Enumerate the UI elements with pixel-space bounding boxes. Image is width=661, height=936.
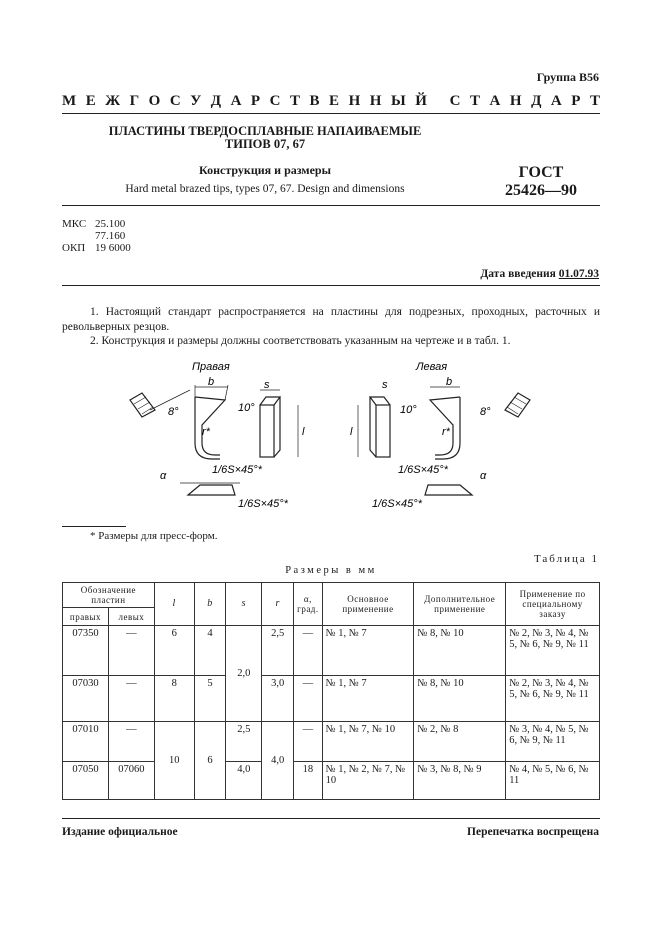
header-rule (62, 113, 600, 114)
cell-right: 07350 (63, 626, 109, 676)
interstate-standard-heading (62, 93, 600, 110)
cell-left: — (108, 676, 154, 722)
header-special-order: Применение по специальному заказу (506, 583, 600, 626)
okp-value: 19 6000 (95, 242, 131, 254)
heading-letter: Т (589, 93, 600, 109)
cell-left: — (108, 626, 154, 676)
heading-letter: Ы (390, 93, 406, 109)
dim-r-left: r* (442, 426, 450, 438)
heading-letter: Т (470, 93, 481, 109)
cell-right: 07050 (63, 762, 109, 800)
heading-letter: Т (289, 93, 300, 109)
cell-special: № 2, № 3, № 4, № 5, № 6, № 9, № 11 (506, 676, 600, 722)
cell-left: 07060 (108, 762, 154, 800)
document-title (90, 125, 440, 151)
dim-b-right: b (208, 376, 215, 388)
intro-date-label: Дата введения (480, 268, 556, 280)
dim-s-right: s (264, 379, 270, 391)
cell-special: № 2, № 3, № 4, № 5, № 6, № 9, № 11 (506, 626, 600, 676)
header-designation: Обозначение пластин (63, 583, 155, 608)
intro-date-value: 01.07.93 (558, 268, 599, 280)
cell-b: 6 (194, 722, 226, 800)
cell-right: 07030 (63, 676, 109, 722)
heading-letter: Н (509, 93, 522, 109)
dim-l-left: l (350, 426, 353, 438)
heading-letter: С (269, 93, 281, 109)
date-rule (62, 285, 600, 286)
angle-10-left: 10° (400, 404, 417, 416)
angle-8-right: 8° (168, 406, 179, 418)
dimensions-table (62, 582, 600, 800)
heading-letter: С (449, 93, 461, 109)
heading-letter: У (190, 93, 202, 109)
table-row (63, 626, 600, 676)
left-label: Левая (416, 361, 448, 373)
mks-label: МКС (62, 218, 87, 230)
table-row (63, 722, 600, 762)
tip-drawing (120, 355, 540, 520)
header-r: r (262, 583, 294, 626)
gost-label: ГОСТ (518, 164, 564, 181)
paragraph-1: 1. Настоящий стандарт распространяется на пластины для подрезных, проходных, расточных и револьверных резцов. (62, 306, 600, 333)
footer-rule (62, 818, 600, 819)
heading-letter: Г (129, 93, 140, 109)
reprint-prohibited: Перепечатка воспрещена (467, 826, 599, 838)
group-code: Группа В56 (536, 70, 599, 84)
alpha-left: α (480, 470, 487, 482)
heading-letter: Е (85, 93, 96, 109)
table-caption: Таблица 1 (533, 553, 599, 565)
cell-l: 8 (154, 676, 194, 722)
classification-codes (62, 218, 131, 254)
table-row (63, 676, 600, 722)
heading-letter: Й (415, 93, 427, 109)
title-line-1: ПЛАСТИНЫ ТВЕРДОСПЛАВНЫЕ НАПАИВАЕМЫЕ (108, 124, 422, 138)
okp-label: ОКП (62, 242, 86, 254)
heading-letter: Ж (105, 93, 121, 109)
cell-r: 3,0 (262, 676, 294, 722)
heading-letter: С (169, 93, 181, 109)
cell-extra: № 3, № 8, № 9 (414, 762, 506, 800)
heading-letter: А (550, 93, 562, 109)
document-subtitle: Конструкция и размеры (199, 163, 331, 177)
english-title: Hard metal brazed tips, types 07, 67. Design and dimensions (125, 183, 405, 195)
header-extra-use: Дополнительное применение (414, 583, 506, 626)
heading-letter (436, 93, 440, 110)
paragraph-2: 2. Конструкция и размеры должны соответствовать указанным на чертеже и в табл. 1. (90, 335, 511, 347)
chamfer-left-2: 1/6S×45°* (372, 498, 422, 510)
cell-extra: № 2, № 8 (414, 722, 506, 762)
cell-b: 4 (194, 626, 226, 676)
chamfer-left-1: 1/6S×45°* (398, 464, 448, 476)
header-left: левых (108, 608, 154, 626)
right-label: Правая (192, 361, 230, 373)
cell-extra: № 8, № 10 (414, 626, 506, 676)
dim-b-left: b (446, 376, 453, 388)
cell-main: № 1, № 7 (322, 626, 414, 676)
introduction-date (480, 268, 599, 280)
table-row (63, 762, 600, 800)
cell-right: 07010 (63, 722, 109, 762)
cell-extra: № 8, № 10 (414, 676, 506, 722)
chamfer-right-2: 1/6S×45°* (238, 498, 288, 510)
angle-10-right: 10° (238, 402, 255, 414)
cell-special: № 3, № 4, № 5, № 6, № 9, № 11 (506, 722, 600, 762)
header-s: s (226, 583, 262, 626)
title-rule (62, 205, 600, 206)
heading-letter: М (62, 93, 77, 109)
table-units: Размеры в мм (285, 565, 377, 576)
heading-letter: Р (250, 93, 261, 109)
heading-letter: А (230, 93, 242, 109)
heading-letter: Д (210, 93, 222, 109)
cell-r: 2,5 (262, 626, 294, 676)
dim-r-right: r* (202, 426, 210, 438)
cell-alpha: — (294, 676, 323, 722)
heading-letter: Е (329, 93, 340, 109)
cell-s: 2,0 (226, 626, 262, 722)
heading-letter: В (309, 93, 320, 109)
heading-letter: Р (571, 93, 581, 109)
cell-s: 4,0 (226, 762, 262, 800)
footnote: * Размеры для пресс-форм. (90, 530, 218, 542)
alpha-right: α (160, 470, 167, 482)
heading-letter: А (489, 93, 501, 109)
cell-r: 4,0 (262, 722, 294, 800)
cell-l: 6 (154, 626, 194, 676)
header-l: l (154, 583, 194, 626)
cell-main: № 1, № 2, № 7, № 10 (322, 762, 414, 800)
gost-number (505, 164, 577, 200)
heading-letter: Н (369, 93, 382, 109)
dim-l-right: l (302, 426, 305, 438)
angle-8-left: 8° (480, 406, 491, 418)
cell-s: 2,5 (226, 722, 262, 762)
heading-letter: Н (348, 93, 361, 109)
cell-alpha: — (294, 626, 323, 676)
gost-code: 25426—90 (505, 182, 577, 199)
dim-s-left: s (382, 379, 388, 391)
header-alpha: α, град. (294, 583, 323, 626)
cell-b: 5 (194, 676, 226, 722)
cell-left: — (108, 722, 154, 762)
cell-l: 10 (154, 722, 194, 800)
cell-main: № 1, № 7, № 10 (322, 722, 414, 762)
cell-alpha: — (294, 722, 323, 762)
official-edition: Издание официальное (62, 826, 178, 838)
cell-main: № 1, № 7 (322, 676, 414, 722)
heading-letter: О (148, 93, 161, 109)
title-line-2: ТИПОВ 07, 67 (224, 137, 306, 151)
mks-value-1: 25.100 (95, 218, 126, 230)
header-b: b (194, 583, 226, 626)
chamfer-right-1: 1/6S×45°* (212, 464, 262, 476)
cell-alpha: 18 (294, 762, 323, 800)
header-right: правых (63, 608, 109, 626)
cell-special: № 4, № 5, № 6, № 11 (506, 762, 600, 800)
footnote-rule (62, 526, 126, 527)
header-main-use: Основное применение (322, 583, 414, 626)
heading-letter: Д (531, 93, 542, 109)
mks-value-2: 77.160 (95, 230, 126, 242)
